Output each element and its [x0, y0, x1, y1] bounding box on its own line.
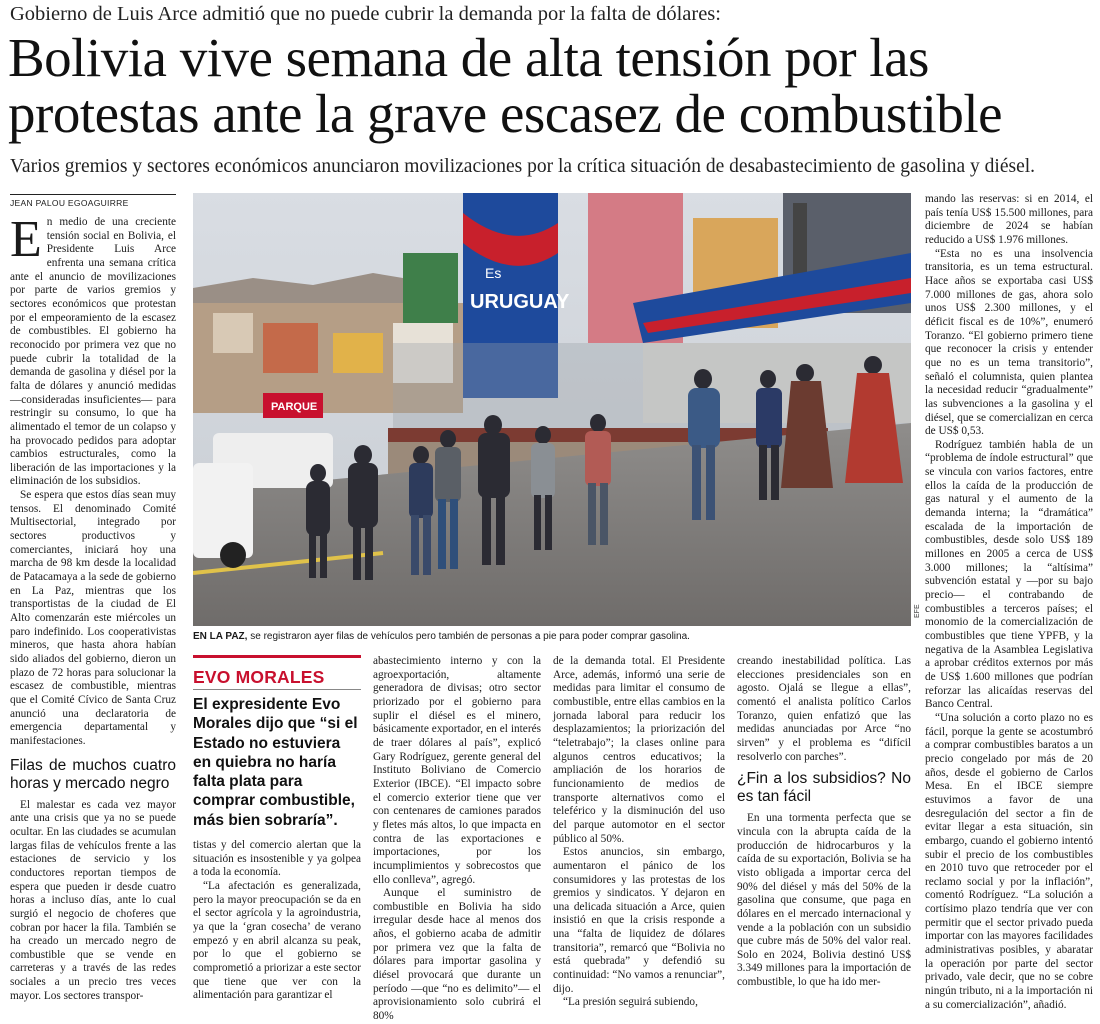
- svg-text:Es: Es: [485, 265, 502, 281]
- column-3: [373, 655, 541, 1024]
- headline-line-1: Bolivia vive semana de alta tensión por las: [8, 27, 929, 88]
- svg-text:PARQUE: PARQUE: [271, 401, 318, 413]
- deck: Varios gremios y sectores económicos anunciaron movilizaciones por la crítica situación de desabastecimiento de gasolina y diésel.: [10, 156, 1036, 177]
- paragraph: “Esta no es una insolvencia transitoria, es un tema estructural. Hace años se exportaba casi US$ 7.000 millones de gas, ahora solo unos US$ 2.300 millones, y el déficit fiscal es de 10%”, enumeró Toranzo. “El gobierno primero tiene que reconocer la crisis y entender que no es un tema transitorio”, señaló el columnista, quien plantea la necesidad reducir “gradualmente” las subvenciones a la gasolina y el diésel, que se comercializan en cerca de US$ 0,53.: [925, 247, 1093, 438]
- sidebar-divider: [193, 689, 361, 690]
- paragraph: Rodríguez también habla de un “problema de índole estructural” que se vincula con varios factores, entre ellos la caída de la producción de gas natural y el aumento de la demanda interna; la “dramática” escalada de la importación de combustibles, desde solo US$ 189 millones en 2005 a cerca de US$ 3.000 millones; la “altísima” subvención estatal y —por su bajo precio— el contrabando de combustibles a terceros países; el monomio de la comercialización de combustibles que tiene YPFB, y la negativa de la Asamblea Legislativa a aprobar créditos externos por más de US$ 1.600 millones que podrían reforzar las alicaídas reservas del Banco Central.: [925, 438, 1093, 711]
- photo-illustration: [193, 193, 911, 626]
- subhead-filas: Filas de muchos cuatro horas y mercado negro: [10, 756, 176, 792]
- caption-lead: EN LA PAZ,: [193, 631, 248, 642]
- drop-cap: E: [10, 211, 42, 268]
- photo-caption: [193, 630, 911, 643]
- paragraph: Se espera que estos días sean muy tensos. El denominado Comité Multisectorial, integrado por sectores productivos y comerciantes, iniciará hoy una marcha de 98 km desde la localidad de Patacamaya a la sede de gobierno en La Paz, mientras que los transportistas de la ciudad de El Alto comenzarán este miércoles un paro indefinido. Los cooperativistas mineros, que hasta ahora habían sido aliados del gobierno, dieron un plazo de 72 horas para solucionar la escasez de combustible, mientras que el Comité Cívico de Santa Cruz anunció una declaratoria de emergencia departamental y manifestaciones.: [10, 489, 176, 747]
- headline: [8, 27, 1098, 144]
- paragraph: creando inestabilidad política. Las elecciones presidenciales son en agosto. Ojalá se llegue a ellas”, comentó el analista político Carlos Toranzo, quien enfatizó que las medidas anunciadas por Arce “no sirven” y el problema es “difícil resolverlo con parches”.: [737, 655, 911, 763]
- paragraph: En medio de una creciente tensión social en Bolivia, el Presidente Luis Arce enfrenta una semana crítica ante el anuncio de movilizaciones por parte de varios gremios y sectores económicos que protestan por el empeoramiento de la escasez de combustibles. El gobierno ha reconocido por primera vez que no puede cubrir la totalidad de la demanda de gasolina y diésel por la falta de dólares y anunció medidas —consideradas insuficientes— para restringir su consumo, lo que ha alimentado el temor de un colapso y ha provocado pedidos para adoptar cambios estructurales, como la liberación de las importaciones y la eliminación de los subsidios.: [10, 211, 176, 488]
- paragraph: El malestar es cada vez mayor ante una crisis que ya no se puede ocultar. En las ciudades se acumulan largas filas de vehículos frente a las estaciones de servicio y los conductores reportan tiempos de espera que pueden ir desde cuatro horas a incluso días, ante lo cual surgió el negocio de choferes que cobran por hacer la fila. También se ha creado un mercado negro de combustible que se vende en carreteras y a través de las redes sociales a un precio tres veces mayor. Los sectores transpor-: [10, 798, 176, 1002]
- sidebar-rule: [193, 655, 361, 658]
- byline: JEAN PALOU EGOAGUIRRE: [10, 194, 176, 208]
- paragraph: “La afectación es generalizada, pero la mayor preocupación se da en el sector agrícola y la agroindustria, ya que la ‘gran cosecha’ de verano empezó y en abril alcanza su peak, por lo que el gobierno se comprometió a priorizar a este sector que tiene que ver con la alimentación para garantizar el: [193, 879, 361, 1002]
- column-1: [10, 211, 176, 1003]
- photo-fuel-queue: [193, 193, 911, 626]
- paragraph: En una tormenta perfecta que se vincula con la abrupta caída de la producción de hidrocarburos y la caída de su exportación, Bolivia se ha visto obligada a importar cerca del 90% del diésel y más del 50% de la gasolina que consume, que paga en dólares en el mercado internacional y vende a la población con un subsidio que cubre más de 50% del valor real. Solo en 2024, Bolivia destinó US$ 3.349 millones para la importación de combustible, lo que ha ido mer-: [737, 812, 911, 989]
- column-5: [737, 655, 911, 990]
- paragraph: “Una solución a corto plazo no es fácil, porque la gente se acostumbró a comprar combustibles baratos a un precio congelado por más de 20 años, desde el gobierno de Carlos Mesa. En el IBCE siempre estuvimos a favor de una desregulación del sector a fin de evitar llegar a esta situación, sin embargo, cuando el gobierno intentó subir el precio de los combustibles en 2010 tuvo que retroceder por el reclamo social y por la inflación”, comentó Rodríguez. “La solución a cortísimo plazo tendría que ver con permitir que el sector privado pueda importar con las mayores facilidades administrativas posibles, y abaratar la operación por parte del sector privado, vale decir, que no se cobre ningún tributo, ni a la importación ni a su comercialización”, añadió.: [925, 711, 1093, 1011]
- paragraph: tistas y del comercio alertan que la situación es insostenible y ya golpea a toda la economía.: [193, 839, 361, 879]
- caption-text: se registraron ayer filas de vehículos pero también de personas a pie para poder comprar gasolina.: [247, 631, 690, 642]
- paragraph: mando las reservas: si en 2014, el país tenía US$ 15.500 millones, para diciembre de 2024 se habían reducido a US$ 1.976 millones.: [925, 193, 1093, 246]
- paragraph: “La presión seguirá subiendo,: [563, 996, 698, 1009]
- subhead-subsidios: ¿Fin a los subsidios? No es tan fácil: [737, 770, 911, 806]
- headline-line-2: protestas ante la grave escasez de combustible: [8, 83, 1003, 144]
- column-2: [193, 839, 361, 1003]
- kicker: Gobierno de Luis Arce admitió que no puede cubrir la demanda por la falta de dólares:: [10, 3, 721, 25]
- svg-text:URUGUAY: URUGUAY: [470, 291, 570, 313]
- column-6: [925, 193, 1093, 1012]
- paragraph: abastecimiento interno y con la agroexportación, altamente generadora de divisas; otro sector priorizado por el gobierno para suplir el diésel es el minero, básicamente exportador, en el interés de traer dólares al país”, explicó Gary Rodríguez, gerente general del Instituto Boliviano de Comercio Exterior (IBCE). “El impacto sobre el comercio exterior tiene que ver con centenares de camiones parados y fletes más altos, lo que impacta en contra de las exportaciones e importaciones, por los incumplimientos y sobrecostos que ello conlleva”, agregó.: [373, 655, 541, 886]
- paragraph: de la demanda total. El Presidente Arce, además, informó una serie de medidas para limitar el consumo de combustible, entre ellas cambios en la jornada laboral para reducir los desplazamientos; la priorización del “teletrabajo”; la clases online para algunos centros educativos; la ampliación de los horarios de funcionamiento de medios de transporte alternativos como el teleférico y la disminución del uso del parque automotor en el sector público al 50%.: [553, 655, 725, 845]
- sidebar-title: EVO MORALES: [193, 667, 325, 687]
- paragraph: Aunque el suministro de combustible en Bolivia ha sido irregular desde hace al menos dos años, el gobierno acaba de admitir por primera vez que la falta de dólares para importar gasolina y diésel provocará que durante un período —que “no es delimito”— el aprovisionamiento solo cubrirá el 80%: [373, 887, 541, 1023]
- photo-credit: EFE: [914, 604, 921, 618]
- column-4: [553, 655, 725, 1010]
- paragraph: Estos anuncios, sin embargo, aumentaron el pánico de los consumidores y las protestas de los gremios y sindicatos. Y dejaron en una delicada situación a Arce, quien insistió en que la crisis responde a una “falta de liquidez de dólares transitoria”, remarcó que “Bolivia no está quebrada” y defendió su continuidad: “No vamos a renunciar”, dijo.: [553, 846, 725, 995]
- sidebar-quote: El expresidente Evo Morales dijo que “si el Estado no estuviera en quiebra no haría falta plata para comprar combustible, más bien sobraría”.: [193, 696, 358, 829]
